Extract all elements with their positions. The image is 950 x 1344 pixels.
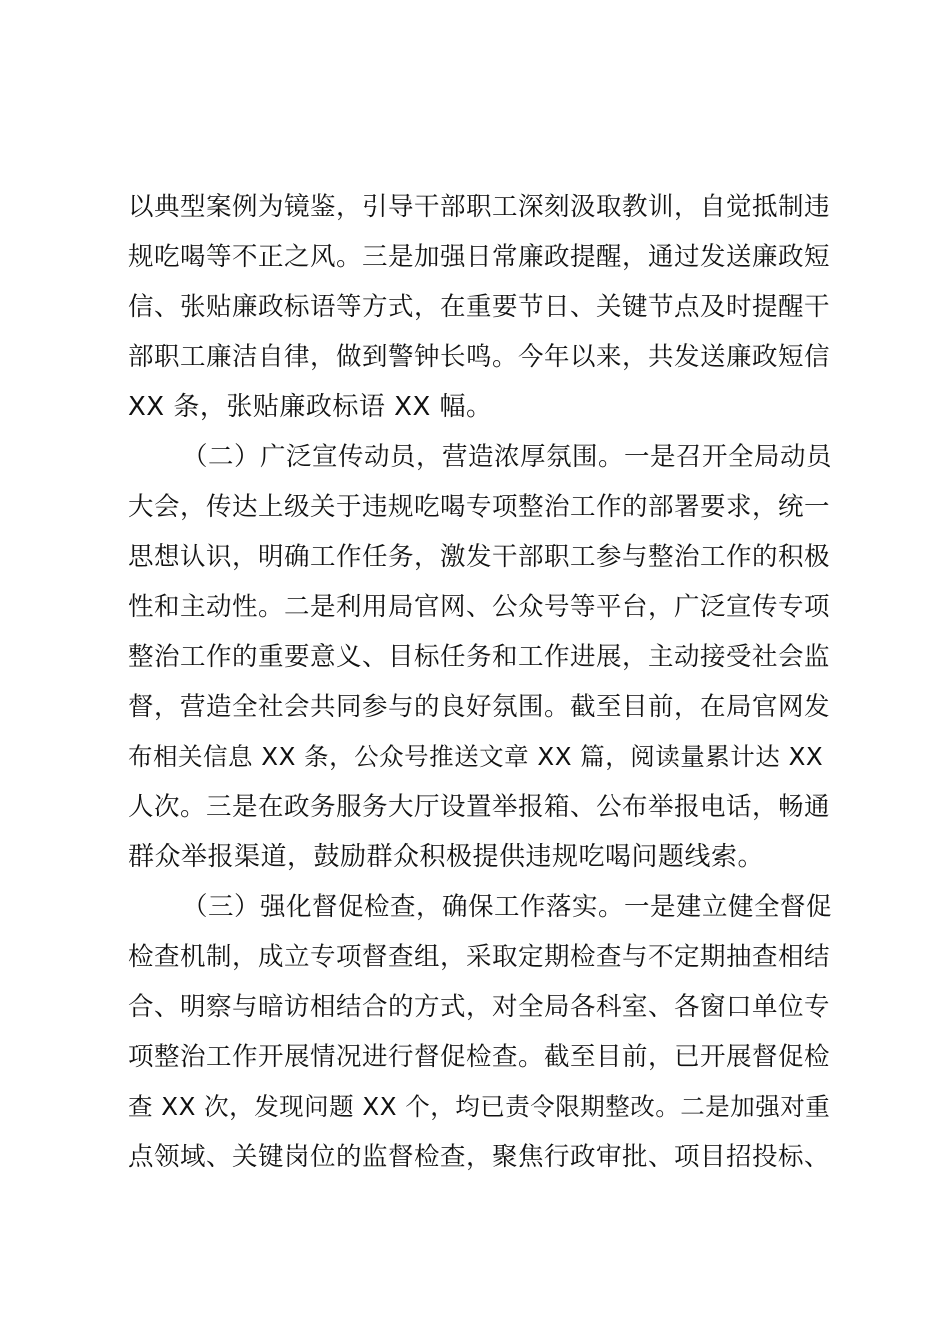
text-line: 大会，传达上级关于违规吃喝专项整治工作的部署要求，统一	[128, 492, 831, 522]
text-line: 信、张贴廉政标语等方式，在重要节日、关键节点及时提醒干	[128, 292, 831, 322]
text-line: XX 条，张贴廉政标语 XX 幅。	[128, 392, 493, 422]
text-line: 思想认识，明确工作任务，激发干部职工参与整治工作的积极	[128, 542, 831, 572]
document-body	[128, 182, 832, 1182]
text-line: 合、明察与暗访相结合的方式，对全局各科室、各窗口单位专	[128, 992, 831, 1022]
text-line: 人次。三是在政务服务大厅设置举报箱、公布举报电话，畅通	[128, 792, 831, 822]
text-line: 规吃喝等不正之风。三是加强日常廉政提醒，通过发送廉政短	[128, 242, 831, 272]
text-line: 点领域、关键岗位的监督检查，聚焦行政审批、项目招投标、	[128, 1142, 831, 1172]
text-line: 群众举报渠道，鼓励群众积极提供违规吃喝问题线索。	[128, 842, 765, 872]
text-line: 性和主动性。二是利用局官网、公众号等平台，广泛宣传专项	[128, 592, 831, 622]
text-line: 整治工作的重要意义、目标任务和工作进展，主动接受社会监	[128, 642, 831, 672]
text-line: 项整治工作开展情况进行督促检查。截至目前，已开展督促检	[128, 1042, 831, 1072]
text-line: 以典型案例为镜鉴，引导干部职工深刻汲取教训，自觉抵制违	[128, 192, 831, 222]
section-heading-line: （二）广泛宣传动员，营造浓厚氛围。一是召开全局动员	[182, 442, 833, 472]
text-line: 部职工廉洁自律，做到警钟长鸣。今年以来，共发送廉政短信	[128, 342, 831, 372]
text-line: 布相关信息 XX 条，公众号推送文章 XX 篇，阅读量累计达 XX	[128, 742, 824, 771]
text-line: 查 XX 次，发现问题 XX 个，均已责令限期整改。二是加强对重	[128, 1092, 831, 1121]
text-line: 检查机制，成立专项督查组，采取定期检查与不定期抽查相结	[128, 942, 831, 972]
section-heading-line: （三）强化督促检查，确保工作落实。一是建立健全督促	[182, 892, 833, 922]
text-line: 督，营造全社会共同参与的良好氛围。截至目前，在局官网发	[128, 692, 831, 722]
